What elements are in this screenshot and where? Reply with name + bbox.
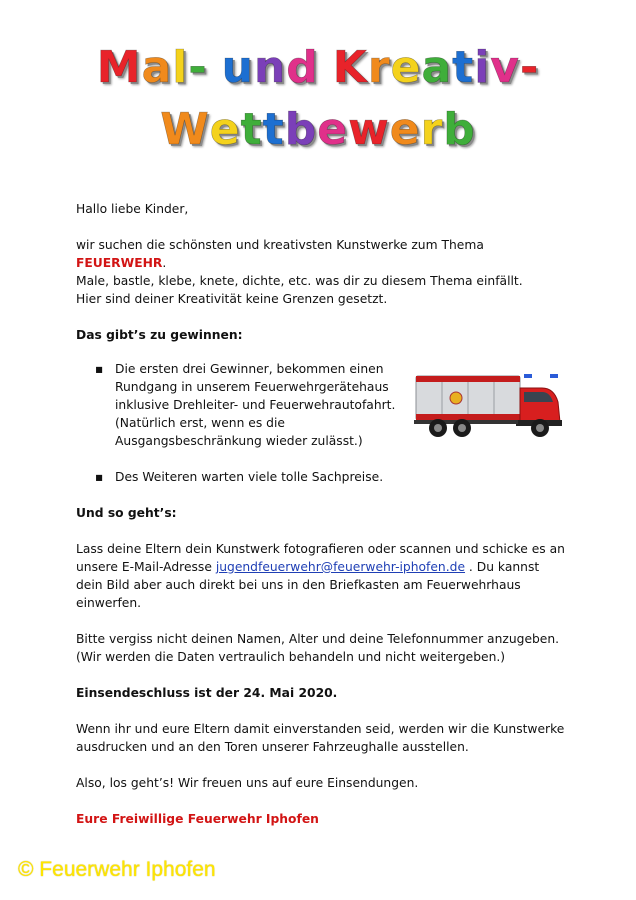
title-letter: t [240,104,263,155]
prize-1-line-3: inklusive Drehleiter- und Feuerwehrautofahrt. [115,398,396,412]
prize-1-line-5: Ausgangsbeschränkung wieder zulässt.) [115,434,363,448]
howto-paragraph [76,540,576,612]
howto-line-4: einwerfen. [76,596,142,610]
prizes-heading: Das gibt’s zu gewinnen: [76,328,243,342]
deadline: Einsendeschluss ist der 24. Mai 2020. [76,686,338,700]
title-letter: w [348,104,390,155]
prize-item-2 [76,468,406,486]
email-link[interactable]: jugendfeuerwehr@feuerwehr-iphofen.de [215,560,466,574]
intro-text: wir suchen die schönsten und kreativsten Kunstwerke zum Thema [76,238,484,252]
activities-line-2: Hier sind deiner Kreativität keine Grenzen gesetzt. [76,292,388,306]
copyright-watermark: © Feuerwehr Iphofen [18,858,216,881]
title-letter: K [332,42,368,93]
greeting: Hallo liebe Kinder, [76,202,189,216]
title-letter: u [221,42,254,93]
reminder-line-2: (Wir werden die Daten vertraulich behandeln und nicht weitergeben.) [76,650,506,664]
reminder-line-1: Bitte vergiss nicht deinen Namen, Alter und deine Telefonnummer anzugeben. [76,632,560,646]
reminder-paragraph [76,630,576,666]
fire-truck-image [412,366,564,444]
title-letter: M [96,42,142,93]
title-letter: - [188,42,208,93]
bullet-icon: ▪ [95,362,104,376]
intro-paragraph [76,236,566,272]
title-letter: e [209,104,241,155]
title-letter: e [390,42,422,93]
title-letter: r [420,104,444,155]
activities-line-1: Male, bastle, klebe, knete, dichte, etc. was dir zu diesem Thema einfällt. [76,274,523,288]
title-letter: t [452,42,475,93]
exhibit-paragraph [76,720,576,756]
title-letter: a [421,42,453,93]
prize-2-line-1: Des Weiteren warten viele tolle Sachpreise. [115,470,384,484]
prize-1-line-1: Die ersten drei Gewinner, bekommen einen [115,362,384,376]
title-letter: b [284,104,318,155]
closing: Also, los geht’s! Wir freuen uns auf eure Einsendungen. [76,776,419,790]
exhibit-line-2: ausdrucken und an den Toren unserer Fahrzeughalle ausstellen. [76,740,469,754]
title-line-1 [0,42,636,93]
prizes-list [76,360,406,486]
title-letter: v [490,42,520,93]
howto-line-1: Lass deine Eltern dein Kunstwerk fotografieren oder scannen und schicke es an [76,542,565,556]
prize-1-line-4: (Natürlich erst, wenn es die [115,416,285,430]
howto-line-2-prefix: unsere E-Mail-Adresse [76,560,216,574]
prize-item-1 [76,360,406,450]
title-letter: r [367,42,391,93]
bullet-icon: ▪ [95,470,104,484]
title-letter: t [262,104,285,155]
exhibit-line-1: Wenn ihr und eure Eltern damit einverstanden seid, werden wir die Kunstwerke [76,722,565,736]
intro-suffix: . [162,256,167,270]
title-line-2 [0,104,636,155]
title-letter: a [141,42,173,93]
signature: Eure Freiwillige Feuerwehr Iphofen [76,812,319,826]
title-letter: e [389,104,421,155]
title-letter: i [474,42,491,93]
title-letter: W [160,104,210,155]
title-letter: b [443,104,476,155]
intro-highlight: FEUERWEHR [76,256,163,270]
howto-line-3: dein Bild aber auch direkt bei uns in den Briefkasten am Feuerwehrhaus [76,578,521,592]
howto-heading: Und so geht’s: [76,506,177,520]
activities-paragraph [76,272,566,308]
title-letter: l [172,42,189,93]
title-letter: n [253,42,287,93]
title-letter: - [519,42,540,93]
title-letter: d [286,42,319,93]
prize-1-line-2: Rundgang in unserem Feuerwehrgerätehaus [115,380,389,394]
title-letter: e [317,104,349,155]
howto-line-2-suffix: . Du kannst [465,560,540,574]
